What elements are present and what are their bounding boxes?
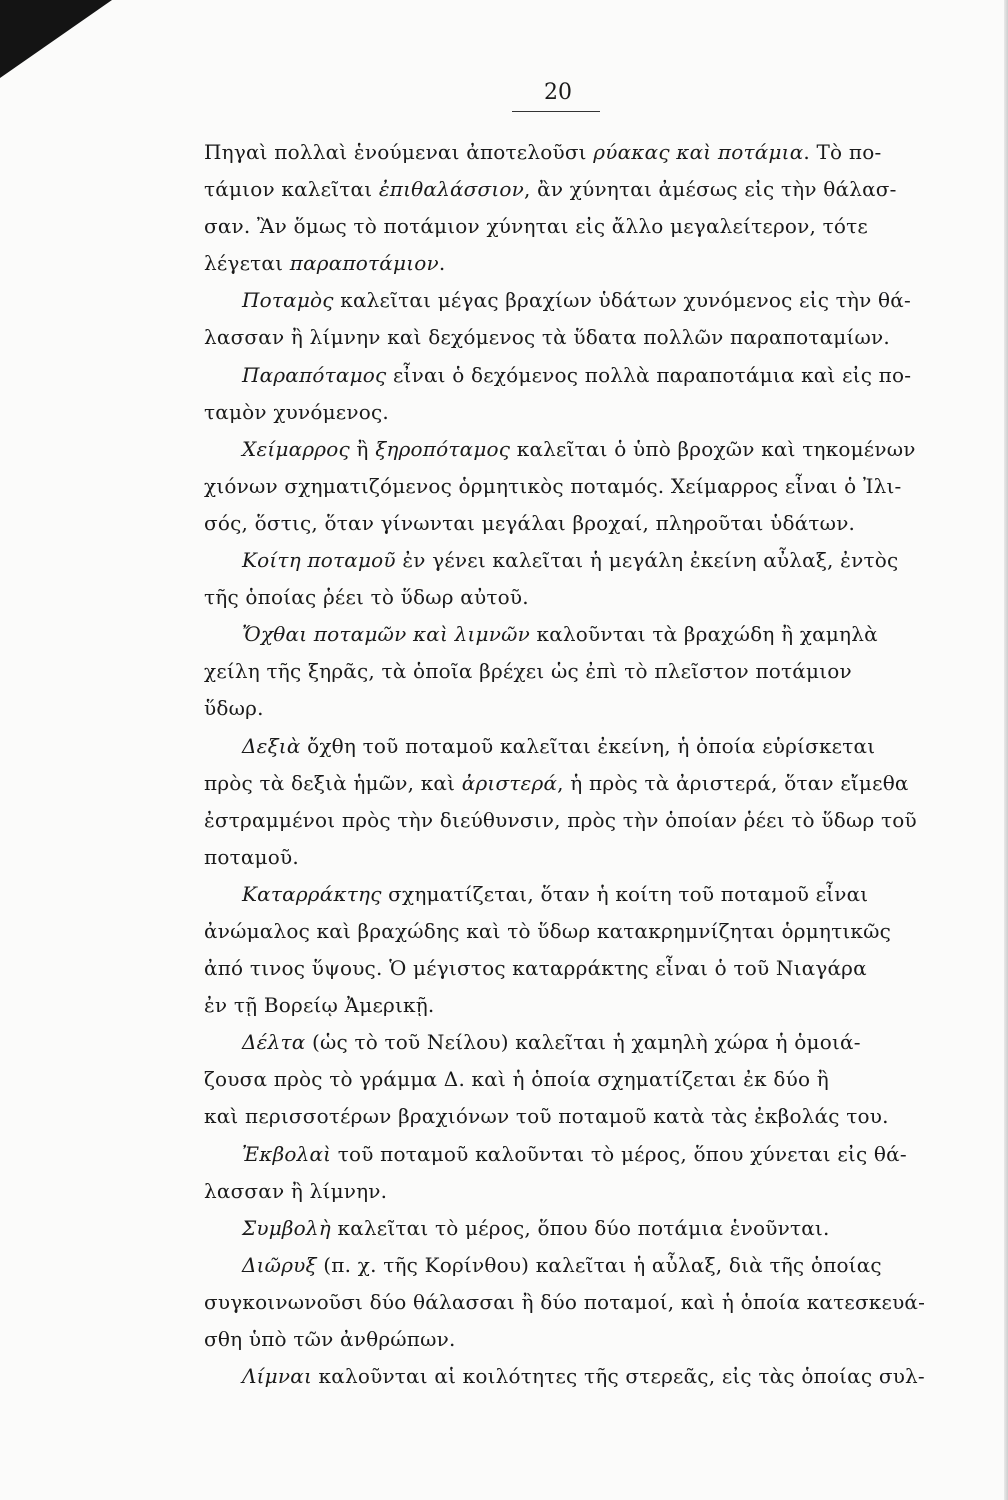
text-line [204, 1098, 994, 1135]
text-line [204, 171, 994, 208]
emphasized-term: ρύακας καὶ ποτάμια [593, 140, 804, 164]
text-line [204, 987, 994, 1024]
dark-corner-shadow [0, 0, 112, 78]
emphasized-term: Ὄχθαι ποταμῶν καὶ λιμνῶν [242, 622, 530, 647]
text-run: ἐστραμμένοι πρὸς τὴν διεύθυνσιν, πρὸς τὴν ὁποίαν ῥέει τὸ ὕδωρ τοῦ [204, 807, 917, 832]
paragraph [204, 431, 994, 542]
page-edge-shadow [1004, 0, 1008, 1500]
text-run: σχηματίζεται, ὅταν ἡ κοίτη τοῦ ποταμοῦ εἶναι [381, 881, 869, 906]
paragraph [204, 1136, 994, 1210]
text-run: ἐν τῇ Βορείῳ Ἀμερικῇ. [204, 993, 435, 1018]
text-run: τοῦ ποταμοῦ καλοῦνται τὸ μέρος, ὅπου χύνεται εἰς θά- [331, 1141, 907, 1166]
text-line [204, 282, 994, 319]
emphasized-term: Συμβολὴ [242, 1215, 331, 1240]
paragraph [204, 1358, 994, 1395]
text-line [204, 1247, 994, 1284]
emphasized-term: Διῶρυξ [242, 1252, 317, 1277]
text-line [204, 728, 994, 765]
text-line [204, 357, 994, 394]
text-line [204, 245, 994, 282]
emphasized-term: Δέλτα [242, 1030, 306, 1055]
paragraph [204, 282, 994, 356]
text-run: λασσαν ἢ λίμνην. [204, 1178, 388, 1203]
text-line [204, 505, 994, 542]
text-run: ἐν γένει καλεῖται ἡ μεγάλη ἐκείνη αὖλαξ, ἐντὸς [395, 548, 899, 573]
paragraph [204, 728, 994, 876]
text-line [204, 839, 994, 876]
text-run: καλεῖται μέγας βραχίων ὑδάτων χυνόμενος εἰς τὴν θά- [333, 288, 911, 313]
emphasized-term: ἀριστερά [461, 770, 558, 795]
text-run: σός, ὅστις, ὅταν γίνωνται μεγάλαι βροχαί, πληροῦται ὑδάτων. [204, 510, 856, 535]
text-line [204, 394, 994, 431]
text-run: ὄχθη τοῦ ποταμοῦ καλεῖται ἐκείνη, ἡ ὁποία εὑρίσκεται [300, 733, 876, 758]
text-run: τάμιον καλεῖται [204, 177, 379, 202]
text-line [204, 1358, 994, 1395]
text-line [204, 653, 994, 690]
text-run: (ὡς τὸ τοῦ Νείλου) καλεῖται ἡ χαμηλὴ χώρα ἡ ὁμοιά- [305, 1030, 861, 1055]
text-run: σθη ὑπὸ τῶν ἀνθρώπων. [204, 1327, 456, 1351]
text-line [204, 616, 994, 653]
text-line [204, 950, 994, 987]
text-run: καλεῖται τὸ μέρος, ὅπου δύο ποτάμια ἑνοῦνται. [330, 1215, 830, 1240]
text-run: σαν. Ἂν ὅμως τὸ ποτάμιον χύνηται εἰς ἄλλο μεγαλείτερον, τότε [204, 214, 868, 239]
text-line [204, 802, 994, 839]
text-run: καλεῖται ὁ ὑπὸ βροχῶν καὶ τηκομένων [510, 436, 916, 461]
text-line [204, 690, 994, 727]
paragraph [204, 876, 994, 1024]
text-run: πρὸς τὰ δεξιὰ ἡμῶν, καὶ [204, 770, 462, 795]
text-run: ὕδωρ. [204, 696, 264, 721]
emphasized-term: Ποταμὸς [242, 288, 334, 313]
paragraph [204, 616, 994, 727]
page-number: 20 [544, 80, 572, 105]
paragraph [204, 1024, 994, 1135]
text-line [204, 1321, 994, 1358]
text-line [204, 1284, 994, 1321]
text-run: ἀνώμαλος καὶ βραχώδης καὶ τὸ ὕδωρ κατακρημνίζηται ὁρμητικῶς [204, 918, 891, 943]
text-line [204, 913, 994, 950]
text-run: . [438, 251, 446, 276]
text-run: τῆς ὁποίας ῥέει τὸ ὕδωρ αὐτοῦ. [204, 585, 529, 610]
text-run: συγκοινωνοῦσι δύο θάλασσαι ἢ δύο ποταμοί, καὶ ἡ ὁποία κατεσκευά- [204, 1289, 926, 1314]
emphasized-term: ἐπιθαλάσσιον [378, 177, 525, 202]
emphasized-term: ξηροπόταμος [375, 436, 511, 461]
text-line [204, 319, 994, 356]
text-run: ζουσα πρὸς τὸ γράμμα Δ. καὶ ἡ ὁποία σχηματίζεται ἐκ δύο ἢ [204, 1067, 829, 1092]
text-line [204, 579, 994, 616]
text-line [204, 208, 994, 245]
text-run: ταμὸν χυνόμενος. [204, 399, 389, 424]
emphasized-term: Καταρράκτης [242, 881, 382, 906]
text-line [204, 431, 994, 468]
text-run: . Τὸ πο- [803, 140, 882, 164]
text-line [204, 542, 994, 579]
text-run: ποταμοῦ. [204, 844, 299, 869]
text-line [204, 1173, 994, 1210]
emphasized-term: Παραπόταμος [242, 362, 387, 387]
emphasized-term: παραποτάμιον [289, 251, 439, 276]
text-run: καλοῦνται αἱ κοιλότητες τῆς στερεᾶς, εἰς τὰς ὁποίας συλ- [312, 1364, 925, 1389]
header-rule [512, 111, 600, 112]
text-run: καὶ περισσοτέρων βραχιόνων τοῦ ποταμοῦ κατὰ τὰς ἐκβολάς του. [204, 1104, 889, 1129]
text-run: χείλη τῆς ξηρᾶς, τὰ ὁποῖα βρέχει ὡς ἐπὶ τὸ πλεῖστον ποτάμιον [204, 659, 852, 684]
text-line [204, 1024, 994, 1061]
text-run: λέγεται [204, 251, 290, 276]
text-run: Πηγαὶ πολλαὶ ἑνούμεναι ἀποτελοῦσι [204, 140, 594, 164]
text-run: λασσαν ἢ λίμνην καὶ δεχόμενος τὰ ὕδατα πολλῶν παραποταμίων. [204, 325, 890, 350]
paragraph [204, 134, 994, 282]
text-line [204, 134, 994, 171]
text-run: (π. χ. τῆς Κορίνθου) καλεῖται ἡ αὖλαξ, διὰ τῆς ὁποίας [316, 1252, 882, 1277]
emphasized-term: Κοίτη ποταμοῦ [242, 548, 396, 573]
emphasized-term: Ἐκβολαὶ [242, 1141, 332, 1166]
paragraph [204, 1247, 994, 1358]
paragraph [204, 542, 994, 616]
text-line [204, 468, 994, 505]
text-line [204, 876, 994, 913]
text-run: ἢ [349, 436, 376, 461]
paragraph [204, 357, 994, 431]
emphasized-term: Χείμαρρος [242, 436, 350, 461]
text-run: καλοῦνται τὰ βραχώδη ἢ χαμηλὰ [529, 622, 878, 647]
text-line [204, 1210, 994, 1247]
text-line [204, 765, 994, 802]
emphasized-term: Λίμναι [242, 1364, 312, 1389]
body-text [204, 134, 994, 1395]
paragraph [204, 1210, 994, 1247]
text-line [204, 1061, 994, 1098]
text-run: , ἡ πρὸς τὰ ἀριστερά, ὅταν εἴμεθα [557, 770, 909, 795]
emphasized-term: Δεξιὰ [242, 733, 301, 758]
text-run: ἀπό τινος ὕψους. Ὁ μέγιστος καταρράκτης εἶναι ὁ τοῦ Νιαγάρα [204, 956, 867, 981]
text-line [204, 1136, 994, 1173]
text-run: , ἂν χύνηται ἀμέσως εἰς τὴν θάλασ- [524, 177, 897, 202]
text-run: εἶναι ὁ δεχόμενος πολλὰ παραποτάμια καὶ εἰς πο- [386, 362, 912, 387]
text-run: χιόνων σχηματιζόμενος ὁρμητικὸς ποταμός. Χείμαρρος εἶναι ὁ Ἰλι- [204, 473, 902, 498]
